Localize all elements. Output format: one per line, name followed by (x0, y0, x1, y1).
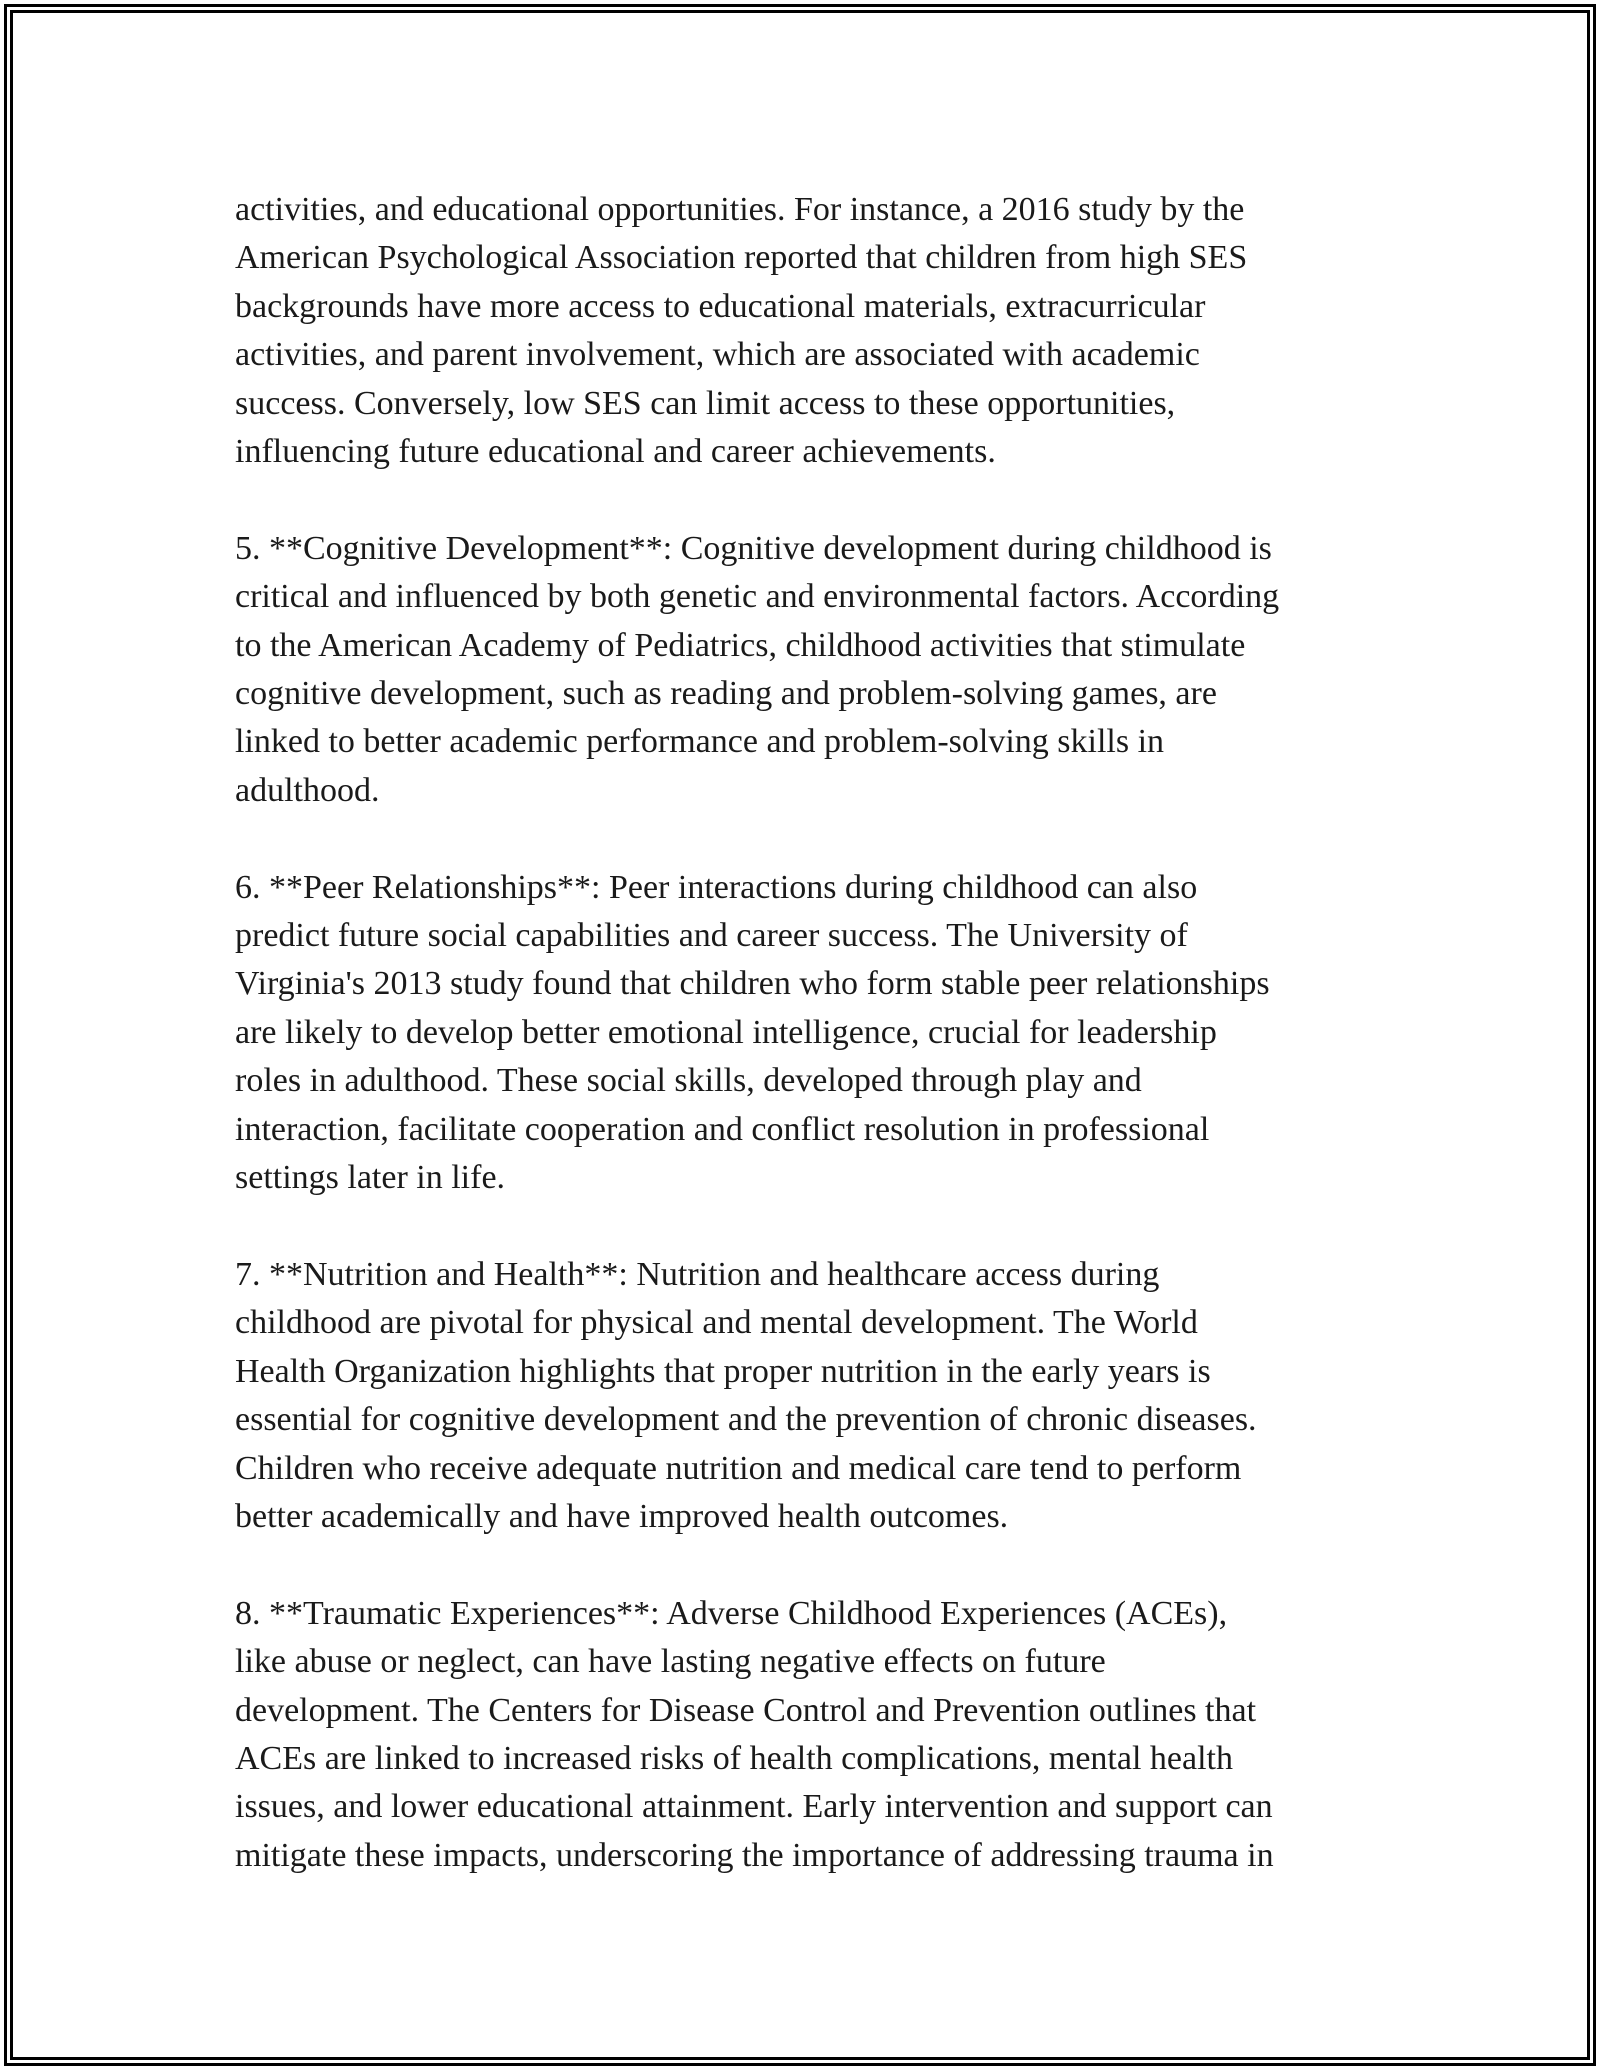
paragraph-nutrition-and-health: 7. **Nutrition and Health**: Nutrition and healthcare access during childhood are pivotal for physical and mental development. The World Health Organization highlights that proper nutrition in the early years is essential for cognitive development and the prevention of chronic diseases. Children who receive adequate nutrition and medical care tend to perform better academically and have improved health outcomes. (235, 1255, 1257, 1535)
paragraph-cognitive-development: 5. **Cognitive Development**: Cognitive development during childhood is critical and influenced by both genetic and environmental factors. According to the American Academy of Pediatrics, childhood activities that stimulate cognitive development, such as reading and problem-solving games, are linked to better academic performance and problem-solving skills in adulthood. (235, 529, 1280, 809)
paragraph-peer-relationships: 6. **Peer Relationships**: Peer interactions during childhood can also predict future social capabilities and career success. The University of Virginia's 2013 study found that children who form stable peer relationships are likely to develop better emotional intelligence, crucial for leadership roles in adulthood. These social skills, developed through play and interaction, facilitate cooperation and conflict resolution in professional settings later in life. (235, 868, 1270, 1197)
paragraph-traumatic-experiences: 8. **Traumatic Experiences**: Adverse Childhood Experiences (ACEs), like abuse or neglect, can have lasting negative effects on future development. The Centers for Disease Control and Prevention outlines that ACEs are linked to increased risks of health complications, mental health issues, and lower educational attainment. Early intervention and support can mitigate these impacts, underscoring the importance of addressing trauma in (235, 1594, 1274, 1874)
document-body (235, 186, 1375, 1880)
paragraph-ses-continuation: activities, and educational opportunities. For instance, a 2016 study by the American Psychological Association reported that children from high SES backgrounds have more access to educational materials, extracurricular activities, and parent involvement, which are associated with academic success. Conversely, low SES can limit access to these opportunities, influencing future educational and career achievements. (235, 191, 1248, 471)
